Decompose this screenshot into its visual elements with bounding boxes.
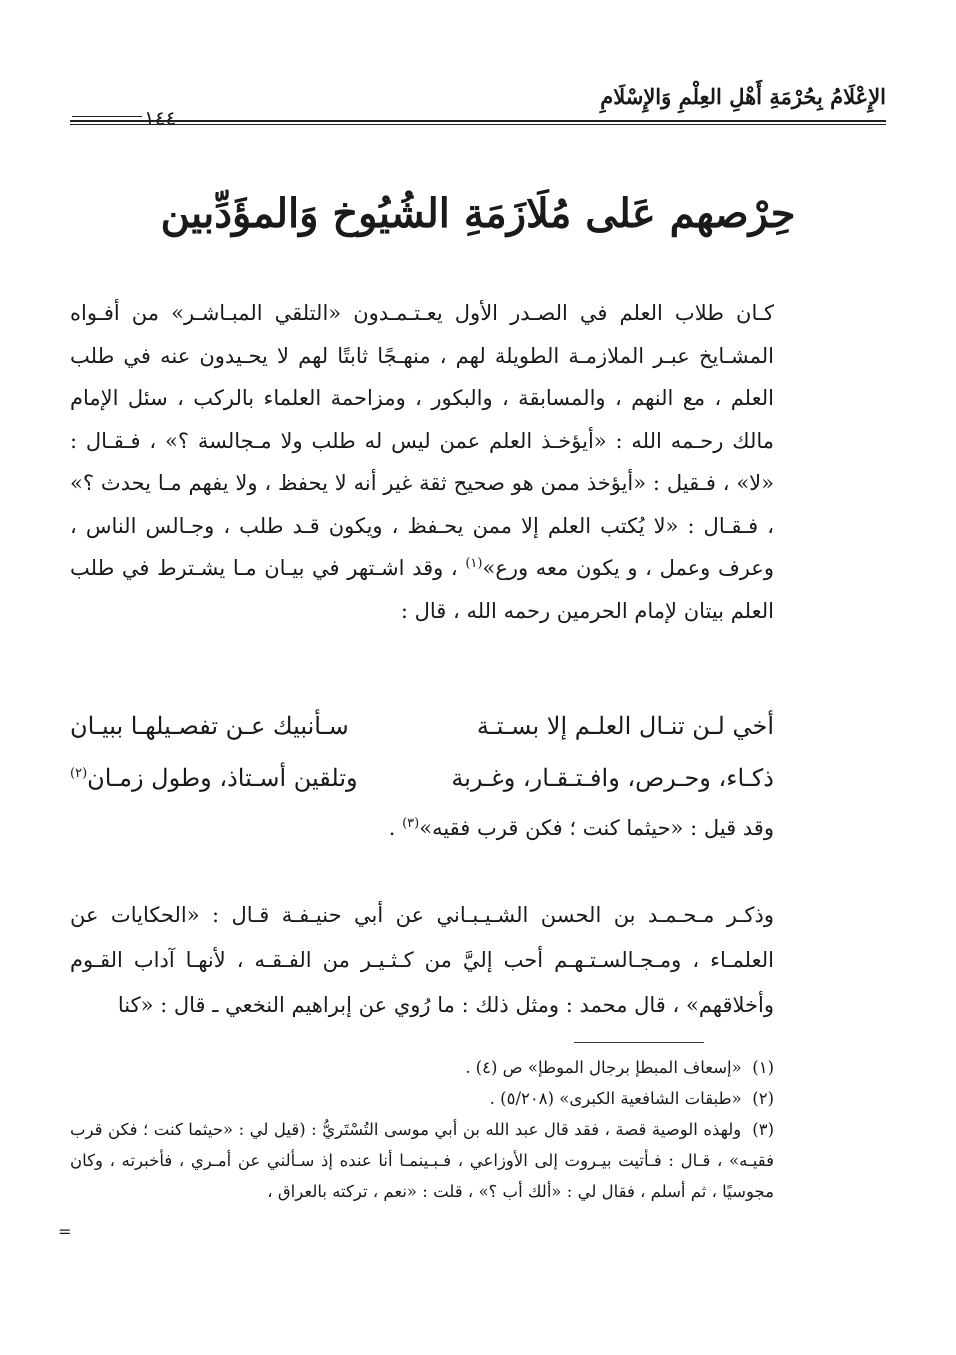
footnotes (70, 1052, 774, 1207)
footnote-marker: (٢) (752, 1089, 774, 1108)
header-rule-ornament (72, 116, 142, 117)
footnote-marker: (٣) (752, 1120, 774, 1139)
footnote-ref-3: (٣) (402, 816, 420, 831)
footnote (70, 1083, 774, 1114)
footnote-text: «إسعاف المبطإ برجال الموطإ» ص (٤) . (465, 1058, 742, 1077)
footnote (70, 1052, 774, 1083)
footnote-text: ولهذه الوصية قصة ، فقد قال عبد الله بن أبي موسى التُسْتَريُّ : (قيل لي : «حيثما كنت ؛ فكن قرب فقيـه» ، قـال : فـأتيت بيـروت إلى الأوزاعي ، فـبـينمـا أنا عنده إذ سـألني عن أمـري ، فأخبرته ، وكان مجوسيًا ، ثم أسلم ، فقال لي : «ألك أب ؟» ، قلت : «نعم ، تركته بالعراق ، (70, 1120, 774, 1201)
paragraph-text: كـان طلاب العلم في الصـدر الأول يعـتـمـدون «التلقي المبـاشـر» من أفـواه المشـايخ عبـر الملازمـة الطويلة لهم ، منهـجًا ثابتًا لهم لا يحـيدون عنه في طلب العلم ، مع النهم ، والمسابقة ، والبكور ، ومزاحمة العلماء بالركب ، سئل الإمام مالك رحـمه الله : «أيؤخـذ العلم عمن ليس له طلب ولا مـجالسة ؟» ، فـقـال : «لا» ، فـقيل : «أيؤخذ ممن هو صحيح ثقة غير أنه لا يحفظ ، ولا يفهم مـا يحدث ؟» ، فـقـال : «لا يُكتب العلم إلا ممن يحـفظ ، ويكون قـد طلب ، وجـالس الناس ، وعرف وعمل ، و يكون معه ورع» (70, 301, 775, 580)
paragraph-text-end: ، وقد اشـتهر في بيـان مـا يشـترط في طلب العلم بيتان لإمام الحرمين رحمه الله ، قال : (70, 556, 774, 623)
footnote-ref-1: (١) (465, 556, 483, 571)
footnote-text: «طبقات الشافعية الكبرى» (٥/٢٠٨) . (489, 1089, 742, 1108)
verse-first-half: ذكـاء، وحـرص، وافـتـقـار، وغـربة (451, 764, 774, 792)
body-paragraph-2 (70, 893, 774, 1028)
continuation-mark: = (58, 1222, 72, 1241)
running-header (70, 78, 886, 128)
book-title: الإِعْلَامُ بِحُرْمَةِ أَهْلِ العِلْمِ وَالإِسْلَامِ (600, 84, 886, 109)
poem (70, 712, 774, 840)
footnote-ref-2: (٢) (70, 766, 88, 781)
footnote-marker: (١) (752, 1058, 774, 1077)
verse-first-half: أخي لـن تنـال العلـم إلا بسـتـة (476, 712, 774, 740)
saying-end: . (388, 816, 403, 840)
chapter-title: حِرْصهم عَلى مُلَازَمَةِ الشُيُوخ وَالمؤَدِّبين (160, 190, 796, 237)
poem-verse (70, 712, 774, 764)
paragraph-text: وذكـر مـحـمـد بن الحسن الشـيـبـاني عن أبي حنيـفـة قـال : «الحكايات عن العلمـاء ، ومـجـالسـتـهـم أحب إليَّ من كـثـيـر من الفـقـه ، لأنهـا آداب القـوم وأخلاقهم» ، قال محمد : ومثل ذلك : ما رُوي عن إبراهيم النخعي ـ قال : «كنا (70, 903, 774, 1017)
saying-text: وقد قيل : «حيثما كنت ؛ فكن قرب فقيه» (419, 816, 774, 840)
footnote (70, 1114, 774, 1207)
poem-verse (70, 764, 774, 816)
verse-second-half (70, 764, 358, 792)
verse-second-half: سـأنبيك عـن تفصـيلهـا ببيـان (70, 712, 349, 740)
saying-line (70, 816, 774, 840)
body-paragraph-1 (70, 292, 774, 632)
verse-text: وتلقين أسـتاذ، وطول زمـان (87, 764, 358, 792)
page-number: ١٤٤ (144, 106, 177, 130)
header-rule (70, 120, 886, 125)
footnote-separator (574, 1042, 704, 1043)
